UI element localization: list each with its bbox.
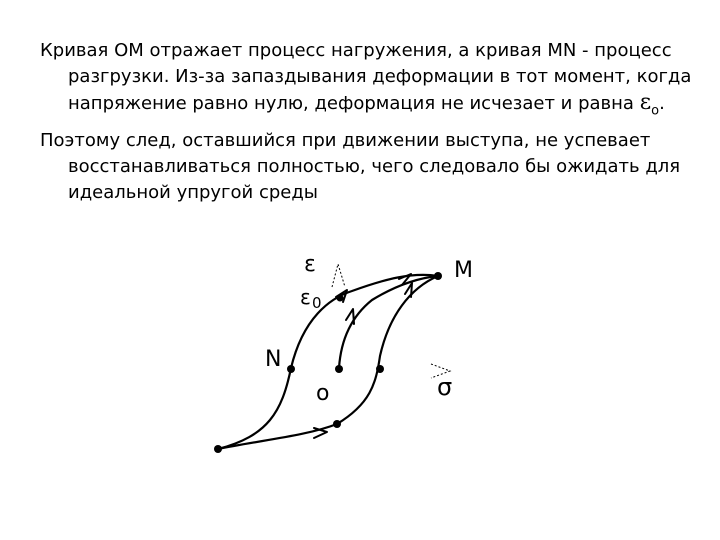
point-n [287, 365, 295, 373]
point-start [214, 445, 222, 453]
paragraph-1-end: . [659, 93, 665, 114]
label-epsilon-zero: ε [300, 285, 311, 309]
paragraph-2-text: Поэтому след, оставшийся при движении выступа, не успевает восстанавливаться полностью, чего следовало бы ожидать для идеальной упругой среды [40, 130, 681, 204]
epsilon-zero-inline [639, 90, 660, 119]
slide-text [40, 38, 700, 210]
epsilon-subscript: о [651, 103, 660, 119]
arrow-eps0 [336, 290, 347, 302]
arrow-right-curve [405, 283, 412, 297]
inner-loading-curve [339, 276, 438, 368]
point-eps0 [337, 295, 344, 302]
point-m [434, 272, 442, 280]
epsilon-axis-hint [332, 264, 345, 287]
label-sigma: σ [437, 373, 453, 401]
paragraph-loading-unloading [40, 38, 700, 124]
point-o [335, 365, 343, 373]
label-o: o [316, 381, 330, 406]
point-bottom-right [333, 420, 341, 428]
paragraph-trace [40, 128, 700, 206]
sigma-axis-hint [431, 364, 450, 378]
arrow-inner-curve [346, 309, 354, 324]
label-m: M [454, 258, 473, 283]
arrow-bottom-curve [314, 428, 327, 438]
epsilon-symbol: ε [639, 90, 652, 115]
outer-right-curve [218, 276, 438, 449]
label-epsilon-zero-sub: 0 [312, 294, 322, 312]
label-n: N [265, 347, 282, 372]
label-epsilon: ε [304, 252, 316, 277]
paragraph-1-text: Кривая ОМ отражает процесс нагружения, а кривая MN - процесс разгрузки. Из-за запаздывания деформации в тот момент, когда напряжение равно нулю, деформация не исчезает и равна [40, 40, 692, 114]
outer-left-curve [218, 275, 438, 449]
point-right-mid [376, 365, 384, 373]
arrow-upper-curve [399, 274, 411, 285]
